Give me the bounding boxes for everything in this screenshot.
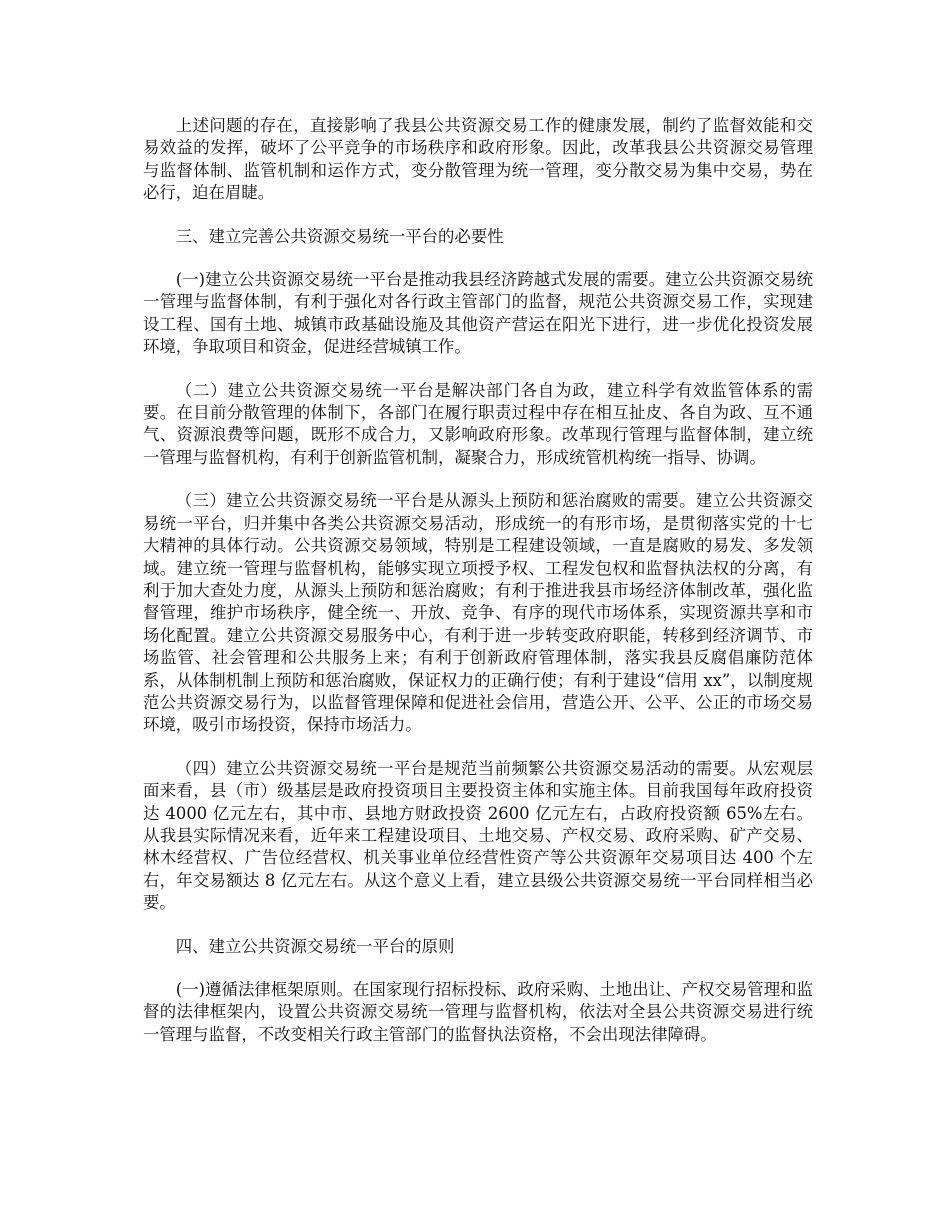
- paragraph-necessity-1: (一)建立公共资源交易统一平台是推动我县经济跨越式发展的需要。建立公共资源交易统一管理与监督体制，有利于强化对各行政主管部门的监督，规范公共资源交易工作，实现建设工程、国有土地、城镇市政基础设施及其他资产营运在阳光下进行，进一步优化投资发展环境，争取项目和资金，促进经营城镇工作。: [143, 270, 813, 357]
- paragraph-problem-impact: 上述问题的存在，直接影响了我县公共资源交易工作的健康发展，制约了监督效能和交易效益的发挥，破坏了公平竞争的市场秩序和政府形象。因此，改革我县公共资源交易管理与监督体制、监管机制和运作方式，变分散管理为统一管理，变分散交易为集中交易，势在必行，迫在眉睫。: [143, 116, 813, 203]
- document-body: [143, 115, 813, 1067]
- section-heading-necessity: 三、建立完善公共资源交易统一平台的必要性: [175, 226, 504, 246]
- paragraph-principle-1: (一)遵循法律框架原则。在国家现行招标投标、政府采购、土地出让、产权交易管理和监督的法律框架内，设置公共资源交易统一管理与监督机构，依法对全县公共资源交易进行统一管理与监督，不改变相关行政主管部门的监督执法资格，不会出现法律障碍。: [143, 980, 813, 1044]
- section-heading-principles: 四、建立公共资源交易统一平台的原则: [175, 936, 455, 956]
- paragraph-necessity-4: （四）建立公共资源交易统一平台是规范当前频繁公共资源交易活动的需要。从宏观层面来看，县（市）级基层是政府投资项目主要投资主体和实施主体。目前我国每年政府投资达 4000 亿元左右，其中市、县地方财政投资 2600 亿元左右，占政府投资额 65%左右。从我县实际情况来看，近年来工程建设项目、土地交易、产权交易、政府采购、矿产交易、林木经营权、广告位经营权、机关事业单位经营性资产等公共资源年交易项目达 400 个左右，年交易额达 8 亿元左右。从这个意义上看，建立县级公共资源交易统一平台同样相当必要。: [143, 758, 813, 913]
- paragraph-necessity-2: （二）建立公共资源交易统一平台是解决部门各自为政，建立科学有效监管体系的需要。在目前分散管理的体制下，各部门在履行职责过程中存在相互扯皮、各自为政、互不通气、资源浪费等问题，既形不成合力，又影响政府形象。改革现行管理与监督体制，建立统一管理与监督机构，有利于创新监管机制，凝聚合力，形成统管机构统一指导、协调。: [143, 380, 813, 467]
- paragraph-necessity-3: （三）建立公共资源交易统一平台是从源头上预防和惩治腐败的需要。建立公共资源交易统一平台，归并集中各类公共资源交易活动，形成统一的有形市场，是贯彻落实党的十七大精神的具体行动。公共资源交易领域，特别是工程建设领域，一直是腐败的易发、多发领域。建立统一管理与监督机构，能够实现立项授予权、工程发包权和监督执法权的分离，有利于加大查处力度，从源头上预防和惩治腐败；有利于推进我县市场经济体制改革，强化监督管理，维护市场秩序，健全统一、开放、竞争、有序的现代市场体系，实现资源共享和市场化配置。建立公共资源交易服务中心，有利于进一步转变政府职能，转移到经济调节、市场监管、社会管理和公共服务上来；有利于创新政府管理体制，落实我县反腐倡廉防范体系，从体制机制上预防和惩治腐败，保证权力的正确行使；有利于建设“信用 xx”，以制度规范公共资源交易行为，以监督管理保障和促进社会信用，营造公开、公平、公正的市场交易环境，吸引市场投资，保持市场活力。: [143, 491, 813, 735]
